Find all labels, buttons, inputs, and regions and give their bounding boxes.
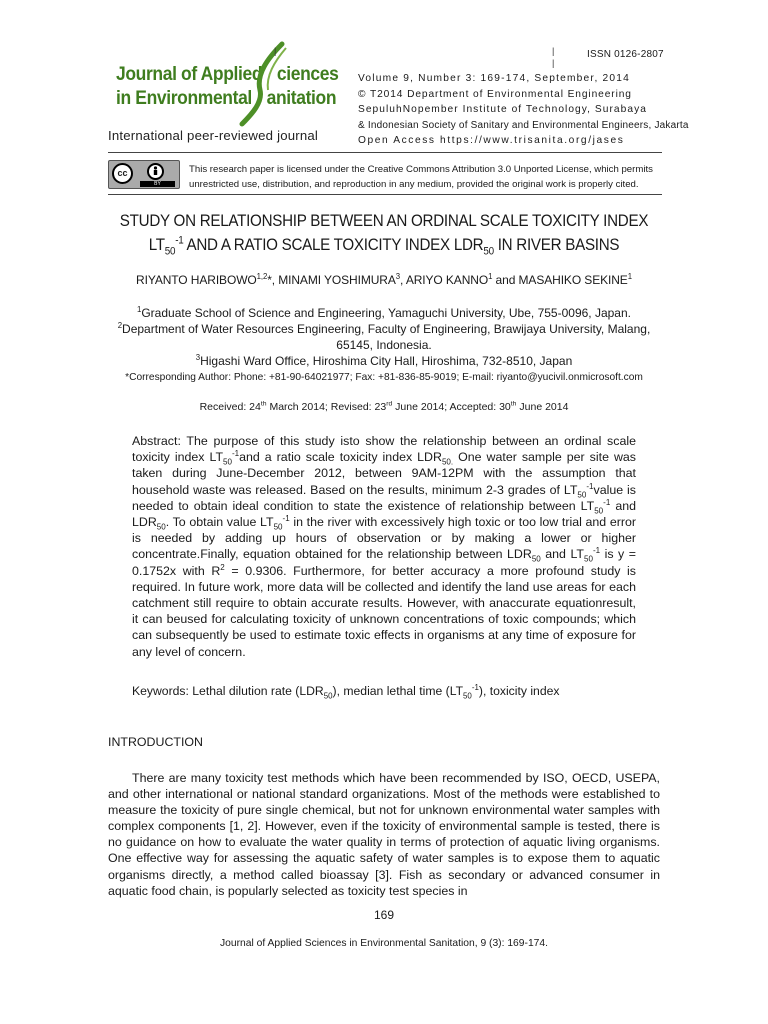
person-icon [149,165,162,178]
paper-title-line1: STUDY ON RELATIONSHIP BETWEEN AN ORDINAL SCALE TOXICITY INDEX [119,212,649,230]
page-footer: Journal of Applied Sciences in Environmental Sanitation, 9 (3): 169-174. [220,938,548,949]
received-dates: Received: 24th March 2014; Revised: 23rd June 2014; Accepted: 30th June 2014 [199,400,569,413]
corresponding-author: *Corresponding Author: Phone: +81-90-64021977; Fax: +81-836-85-9019; E-mail: riyanto@yucivil.onmicrosoft.com [125,372,643,383]
header-divider [108,194,662,195]
section-heading-introduction: INTRODUCTION [108,735,203,749]
copyright-line: © T2014 Department of Environmental Engineering [358,88,632,100]
abstract: Abstract: The purpose of this study isto show the relationship between an ordinal scale toxicity index $LT_{50}^{-1}and$ a ratio scale toxicity index $LDR_{50.}$ One water sample per site was taken during June-December 2012, between 9AM-12PM with the assumption that household waste was released. Based on the results, minimum 2-3 grades of $LT_{50}^{-1}value$ is needed to obtain ideal condition to state the existence of relationship between $LT_{50}^{-1}$ and $LDR_{50}$. To obtain value $LT_{50}^{-1}$ in the river with excessively high toxic or too low trial and error is needed by adding up hours of observation or by making a lower or higher concentrate.Finally, equation obtained for the relationship between $LDR_{50}$ and $LT_{50}^{-1}$ is y = 0.1752x with $R^2 = 0.9306$. Furthermore, for better accuracy a more profound study is required. In future work, more data will be collected and identify the land use areas for each catchment still require to obtain accurate results. However, with anaccurate equationresult, it can beused for calculating toxicity of unknown concentrations of toxic compounds; which can subsequently be used to estimate toxic effects in organisms at any time of exposure for any level of concern. [132,434,636,659]
license-notice: This research paper is licensed under the Creative Commons Attribution 3.0 Unported License, which permits unrestricted use, distribution, and reproduction in any medium, provided the original work is properly cited. [189,164,653,190]
issn: ISSN 0126-2807 [587,49,664,60]
page-number: 169 [373,908,395,922]
society-line: & Indonesian Society of Sanitary and Environmental Engineers, Jakarta [358,119,689,131]
keywords: Keywords: Lethal dilution rate $(LDR_{50})$, median lethal time $(LT_{50}^{-1})$, toxicity index [132,682,560,701]
logo-swoosh-icon [238,40,298,130]
publication-info [358,71,689,149]
journal-logo-line1: Journal of Applied ciences [116,64,339,85]
paper-title-line2: $LT_{50}^{-1}$ AND A RATIO SCALE TOXICITY INDEX $LDR_{50}$ IN RIVER BASINS [148,234,620,258]
journal-logo-line2: in Environmental anitation [116,88,337,109]
open-access-link[interactable]: Open Access https://www.trisanita.org/jases [358,135,625,147]
introduction-paragraph: There are many toxicity test methods which have been recommended by ISO, OECD, USEPA, and other international or national standard organizations. Most of the methods were established to measure the toxicity of pure single chemical, but not for unknown environmental water samples with complex components [1, 2]. However, even if the toxicity of environmental sample is tested, there is no guidance on how to evaluate the water quality in terms of protection of aquatic living organisms. One effective way for assessing the aquatic safety of water samples is to expose them to aquatic organisms directly, a method called bioassay [3]. Fish as secondary or advanced consumer in aquatic food chain, is popularly selected as toxicity test species in [108,771,660,898]
volume-line: Volume 9, Number 3: 169-174, September, 2014 [358,73,630,84]
affiliation-1: $^1$Graduate School of Science and Engineering, Yamaguchi University, Ube, 755-0096, Japan. [137,305,631,320]
header-tick-mark: | [552,46,555,56]
header-tick-mark: | [552,58,555,68]
by-label: BY [140,181,175,187]
affiliation-3: $^3$Higashi Ward Office, Hiroshima City Hall, Hiroshima, 732-8510, Japan [195,353,573,368]
cc-icon: cc [112,163,133,184]
affiliation-2: $^2$Department of Water Resources Engineering, Faculty of Engineering, Brawijaya University, Malang, 65145, Indonesia. [117,321,651,352]
header-tick-mark: | [274,46,277,56]
header-divider [108,152,662,153]
creative-commons-badge[interactable] [108,160,180,189]
institute-line: SepuluhNopember Institute of Technology, Surabaya [358,104,647,116]
journal-tagline: International peer-reviewed journal [108,128,319,143]
author-list: RIYANTO HARIBOWO$^{1,2}$*, MINAMI YOSHIMURA$^3$, ARIYO KANNO$^1$ and MASAHIKO SEKINE$^1$ [136,272,632,287]
attribution-person-icon [147,163,164,180]
